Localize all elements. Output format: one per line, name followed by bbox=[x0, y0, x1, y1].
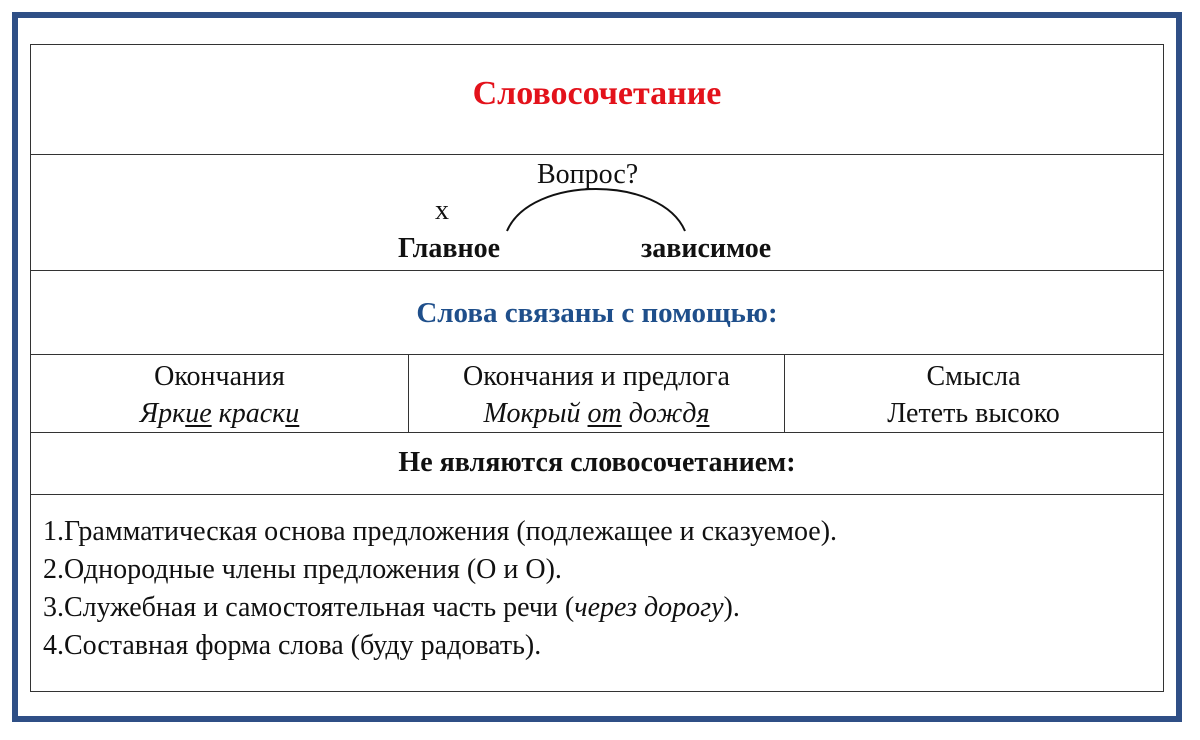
connection-type-example: Яркие краски bbox=[139, 398, 300, 429]
connection-heading: Слова связаны с помощью: bbox=[416, 297, 778, 329]
page-title: Словосочетание bbox=[472, 75, 722, 112]
not-phrases-list bbox=[43, 513, 837, 665]
title-row bbox=[31, 45, 1163, 155]
connection-type-example: Лететь высоко bbox=[887, 398, 1060, 429]
phrase-table bbox=[30, 44, 1164, 692]
ending-underline: я bbox=[696, 398, 710, 429]
dependent-word: зависимое bbox=[641, 233, 772, 264]
main-word-marker: х bbox=[435, 195, 449, 226]
connection-type-name: Смысла bbox=[926, 361, 1021, 392]
list-item-example: через дорогу bbox=[574, 592, 724, 623]
connection-types-row bbox=[31, 355, 1163, 433]
connection-type-name: Окончания bbox=[154, 361, 285, 392]
connection-type-name: Окончания и предлога bbox=[463, 361, 730, 392]
list-item: 1.Грамматическая основа предложения (подлежащее и сказуемое). bbox=[43, 516, 838, 547]
connection-type-example: Мокрый от дождя bbox=[483, 398, 710, 429]
connection-type-endings bbox=[31, 355, 409, 433]
connection-type-endings-prepositions bbox=[409, 355, 785, 433]
diagram-row bbox=[31, 155, 1163, 271]
preposition-underline: от bbox=[587, 398, 622, 429]
connection-type-meaning bbox=[785, 355, 1162, 433]
question-label: Вопрос? bbox=[537, 159, 639, 190]
ending-underline: ие bbox=[185, 398, 212, 429]
connection-heading-row bbox=[31, 271, 1163, 355]
not-phrases-heading: Не являются словосочетанием: bbox=[398, 447, 796, 478]
main-word: Главное bbox=[398, 233, 501, 264]
list-item: 3.Служебная и самостоятельная часть речи (через дорогу). bbox=[43, 592, 740, 623]
not-phrases-row bbox=[31, 495, 1163, 693]
list-item: 2.Однородные члены предложения (О и О). bbox=[43, 554, 562, 585]
dependency-arc bbox=[501, 185, 691, 235]
list-item: 4.Составная форма слова (буду радовать). bbox=[43, 630, 542, 661]
ending-underline: и bbox=[285, 398, 300, 429]
not-phrases-heading-row bbox=[31, 433, 1163, 495]
